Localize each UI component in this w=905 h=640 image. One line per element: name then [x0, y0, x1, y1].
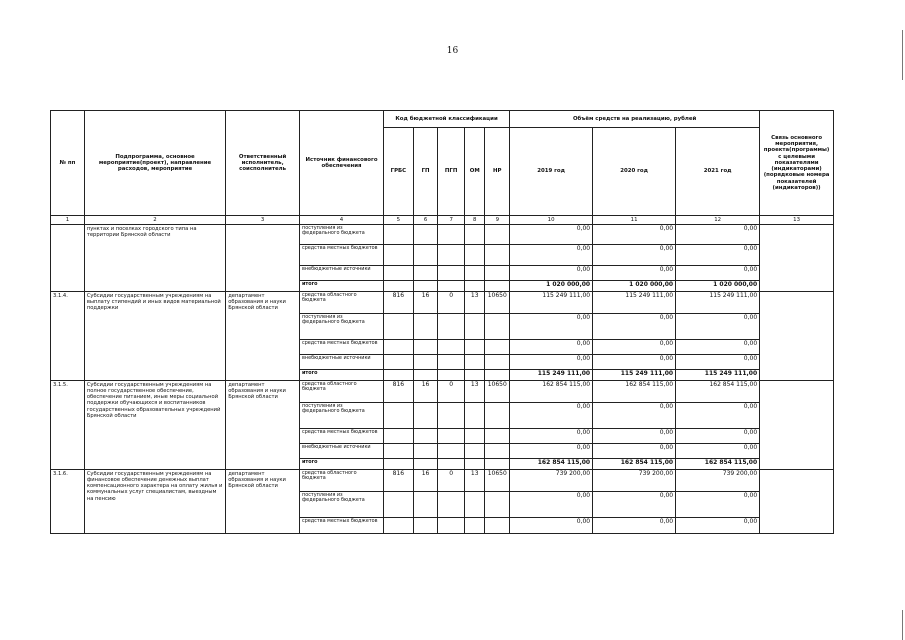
pgp-cell: [438, 444, 465, 459]
nr-cell: [485, 492, 510, 518]
pgp-cell: [438, 429, 465, 444]
header-no: № пп: [51, 111, 85, 216]
gp-cell: [413, 281, 438, 292]
gp-cell: [413, 245, 438, 266]
header-grbs: ГРБС: [384, 128, 414, 216]
pgp-cell: [438, 314, 465, 340]
funding-source-cell: средства местных бюджетов: [300, 245, 384, 266]
activity-name-cell: Субсидии государственным учреждениям на финансовое обеспечение денежных выплат компенсационного характера на оплату жилья и коммунальных услуг специалистам, выездным на пенсию: [84, 470, 225, 534]
nr-cell: [485, 245, 510, 266]
col-number: 13: [760, 216, 834, 225]
activity-name-cell: пунктах и поселках городского типа на территории Брянской области: [84, 225, 225, 292]
amount-2020-cell: 0,00: [593, 403, 676, 429]
nr-cell: [485, 403, 510, 429]
indicator-link-cell: [760, 470, 834, 534]
amount-2019-cell: 0,00: [510, 355, 593, 370]
indicator-link-cell: [760, 225, 834, 292]
funding-source-cell: итого: [300, 370, 384, 381]
pgp-cell: [438, 403, 465, 429]
om-cell: [464, 355, 484, 370]
funding-source-cell: средства местных бюджетов: [300, 340, 384, 355]
nr-cell: 10650: [485, 470, 510, 492]
om-cell: [464, 429, 484, 444]
header-year-2020: 2020 год: [593, 128, 676, 216]
funding-source-cell: поступления из федерального бюджета: [300, 492, 384, 518]
pgp-cell: 0: [438, 381, 465, 403]
header-indicator-link: Связь основного мероприятия, проекта(программы) с целевыми показателями (индикаторами) (порядковые номера показателей (индикаторов)): [760, 111, 834, 216]
amount-2019-cell: 739 200,00: [510, 470, 593, 492]
header-pgp: ПГП: [438, 128, 465, 216]
amount-2021-cell: 0,00: [676, 314, 760, 340]
funding-source-cell: поступления из федерального бюджета: [300, 314, 384, 340]
amount-2021-cell: 0,00: [676, 444, 760, 459]
header-kbk-group: Код бюджетной классификации: [384, 111, 510, 128]
col-number: 8: [464, 216, 484, 225]
amount-2020-cell: 162 854 115,00: [593, 459, 676, 470]
gp-cell: [413, 355, 438, 370]
grbs-cell: [384, 281, 414, 292]
om-cell: [464, 518, 484, 534]
nr-cell: [485, 370, 510, 381]
table-row: [51, 470, 834, 492]
scan-edge-mark: [902, 610, 903, 640]
grbs-cell: [384, 492, 414, 518]
amount-2019-cell: 0,00: [510, 492, 593, 518]
amount-2021-cell: 0,00: [676, 225, 760, 245]
grbs-cell: [384, 459, 414, 470]
table-row: [51, 381, 834, 403]
nr-cell: 10650: [485, 292, 510, 314]
om-cell: [464, 370, 484, 381]
grbs-cell: [384, 355, 414, 370]
gp-cell: 16: [413, 292, 438, 314]
pgp-cell: [438, 266, 465, 281]
nr-cell: [485, 225, 510, 245]
om-cell: [464, 403, 484, 429]
indicator-link-cell: [760, 292, 834, 381]
amount-2020-cell: 162 854 115,00: [593, 381, 676, 403]
pgp-cell: [438, 340, 465, 355]
funding-source-cell: внебюджетные источники: [300, 355, 384, 370]
amount-2019-cell: 1 020 000,00: [510, 281, 593, 292]
amount-2019-cell: 0,00: [510, 314, 593, 340]
table-header: [51, 111, 834, 225]
row-number-cell: [51, 225, 85, 292]
col-number: 10: [510, 216, 593, 225]
funding-source-cell: средства местных бюджетов: [300, 518, 384, 534]
amount-2020-cell: 115 249 111,00: [593, 370, 676, 381]
gp-cell: [413, 340, 438, 355]
amount-2021-cell: 162 854 115,00: [676, 381, 760, 403]
amount-2021-cell: 115 249 111,00: [676, 292, 760, 314]
amount-2019-cell: 0,00: [510, 518, 593, 534]
pgp-cell: [438, 459, 465, 470]
row-number-cell: 3.1.4.: [51, 292, 85, 381]
amount-2019-cell: 162 854 115,00: [510, 459, 593, 470]
amount-2021-cell: 0,00: [676, 403, 760, 429]
amount-2021-cell: 0,00: [676, 355, 760, 370]
table-body: [51, 225, 834, 534]
om-cell: [464, 492, 484, 518]
gp-cell: [413, 492, 438, 518]
nr-cell: [485, 444, 510, 459]
om-cell: [464, 225, 484, 245]
om-cell: 13: [464, 292, 484, 314]
amount-2020-cell: 0,00: [593, 518, 676, 534]
gp-cell: [413, 444, 438, 459]
nr-cell: [485, 314, 510, 340]
gp-cell: [413, 518, 438, 534]
amount-2019-cell: 0,00: [510, 429, 593, 444]
nr-cell: [485, 266, 510, 281]
nr-cell: 10650: [485, 381, 510, 403]
funding-source-cell: средства областного бюджета: [300, 381, 384, 403]
amount-2019-cell: 115 249 111,00: [510, 292, 593, 314]
row-number-cell: 3.1.5.: [51, 381, 85, 470]
amount-2019-cell: 0,00: [510, 245, 593, 266]
pgp-cell: [438, 355, 465, 370]
amount-2021-cell: 0,00: [676, 340, 760, 355]
amount-2020-cell: 0,00: [593, 492, 676, 518]
amount-2019-cell: 0,00: [510, 266, 593, 281]
amount-2020-cell: 0,00: [593, 340, 676, 355]
amount-2019-cell: 0,00: [510, 444, 593, 459]
pgp-cell: [438, 225, 465, 245]
scan-edge-mark: [902, 30, 903, 80]
amount-2019-cell: 0,00: [510, 340, 593, 355]
pgp-cell: [438, 370, 465, 381]
gp-cell: [413, 225, 438, 245]
col-number: 2: [84, 216, 225, 225]
amount-2019-cell: 162 854 115,00: [510, 381, 593, 403]
grbs-cell: [384, 266, 414, 281]
grbs-cell: 816: [384, 292, 414, 314]
amount-2021-cell: 115 249 111,00: [676, 370, 760, 381]
grbs-cell: 816: [384, 470, 414, 492]
amount-2021-cell: 0,00: [676, 266, 760, 281]
pgp-cell: [438, 492, 465, 518]
table-row: [51, 292, 834, 314]
om-cell: [464, 245, 484, 266]
header-year-2021: 2021 год: [676, 128, 760, 216]
om-cell: [464, 444, 484, 459]
amount-2020-cell: 0,00: [593, 266, 676, 281]
pgp-cell: [438, 281, 465, 292]
funding-source-cell: средства местных бюджетов: [300, 429, 384, 444]
grbs-cell: [384, 429, 414, 444]
indicator-link-cell: [760, 381, 834, 470]
header-executor: Ответственный исполнитель, соисполнитель: [226, 111, 300, 216]
col-number: 12: [676, 216, 760, 225]
amount-2020-cell: 739 200,00: [593, 470, 676, 492]
gp-cell: [413, 459, 438, 470]
header-gp: ГП: [413, 128, 438, 216]
pgp-cell: 0: [438, 470, 465, 492]
om-cell: [464, 314, 484, 340]
gp-cell: [413, 314, 438, 340]
amount-2019-cell: 115 249 111,00: [510, 370, 593, 381]
col-number: 9: [485, 216, 510, 225]
amount-2021-cell: 0,00: [676, 245, 760, 266]
pgp-cell: 0: [438, 292, 465, 314]
col-number: 3: [226, 216, 300, 225]
page-number: 16: [446, 46, 459, 56]
header-om: ОМ: [464, 128, 484, 216]
col-number: 7: [438, 216, 465, 225]
grbs-cell: 816: [384, 381, 414, 403]
executor-cell: [226, 225, 300, 292]
col-number: 5: [384, 216, 414, 225]
gp-cell: 16: [413, 470, 438, 492]
amount-2019-cell: 0,00: [510, 403, 593, 429]
amount-2020-cell: 0,00: [593, 245, 676, 266]
nr-cell: [485, 459, 510, 470]
funding-source-cell: средства областного бюджета: [300, 292, 384, 314]
funding-source-cell: поступления из федерального бюджета: [300, 225, 384, 245]
amount-2021-cell: 0,00: [676, 429, 760, 444]
amount-2020-cell: 0,00: [593, 225, 676, 245]
gp-cell: [413, 370, 438, 381]
header-source: Источник финансового обеспечения: [300, 111, 384, 216]
gp-cell: [413, 403, 438, 429]
col-number: 4: [300, 216, 384, 225]
funding-source-cell: поступления из федерального бюджета: [300, 403, 384, 429]
funding-source-cell: внебюджетные источники: [300, 444, 384, 459]
amount-2021-cell: 739 200,00: [676, 470, 760, 492]
funding-source-cell: итого: [300, 459, 384, 470]
header-year-2019: 2019 год: [510, 128, 593, 216]
grbs-cell: [384, 340, 414, 355]
header-volume-group: Объём средств на реализацию, рублей: [510, 111, 760, 128]
grbs-cell: [384, 403, 414, 429]
nr-cell: [485, 518, 510, 534]
pgp-cell: [438, 245, 465, 266]
nr-cell: [485, 281, 510, 292]
amount-2020-cell: 115 249 111,00: [593, 292, 676, 314]
header-name: Подпрограмма, основное мероприятие(проект), направление расходов, мероприятие: [84, 111, 225, 216]
amount-2020-cell: 0,00: [593, 355, 676, 370]
header-nr: НР: [485, 128, 510, 216]
funding-source-cell: внебюджетные источники: [300, 266, 384, 281]
col-number: 11: [593, 216, 676, 225]
om-cell: [464, 281, 484, 292]
executor-cell: департамент образования и науки Брянской области: [226, 292, 300, 381]
col-number: 1: [51, 216, 85, 225]
amount-2020-cell: 0,00: [593, 429, 676, 444]
gp-cell: [413, 266, 438, 281]
grbs-cell: [384, 370, 414, 381]
amount-2020-cell: 0,00: [593, 314, 676, 340]
budget-table: [50, 110, 834, 534]
om-cell: [464, 266, 484, 281]
amount-2021-cell: 162 854 115,00: [676, 459, 760, 470]
activity-name-cell: Субсидии государственным учреждениям на полное государственное обеспечение, обеспечение питанием, иные меры социальной поддержки обучающихся и воспитанников государственных образовательных учреждений Брянской области: [84, 381, 225, 470]
grbs-cell: [384, 314, 414, 340]
amount-2020-cell: 1 020 000,00: [593, 281, 676, 292]
funding-source-cell: средства областного бюджета: [300, 470, 384, 492]
column-number-row: [51, 216, 834, 225]
pgp-cell: [438, 518, 465, 534]
funding-source-cell: итого: [300, 281, 384, 292]
nr-cell: [485, 355, 510, 370]
amount-2020-cell: 0,00: [593, 444, 676, 459]
col-number: 6: [413, 216, 438, 225]
nr-cell: [485, 340, 510, 355]
amount-2021-cell: 0,00: [676, 518, 760, 534]
executor-cell: департамент образования и науки Брянской области: [226, 381, 300, 470]
om-cell: [464, 340, 484, 355]
gp-cell: [413, 429, 438, 444]
amount-2021-cell: 0,00: [676, 492, 760, 518]
table-row: [51, 225, 834, 245]
row-number-cell: 3.1.6.: [51, 470, 85, 534]
om-cell: [464, 459, 484, 470]
grbs-cell: [384, 518, 414, 534]
executor-cell: департамент образования и науки Брянской области: [226, 470, 300, 534]
grbs-cell: [384, 444, 414, 459]
gp-cell: 16: [413, 381, 438, 403]
nr-cell: [485, 429, 510, 444]
amount-2019-cell: 0,00: [510, 225, 593, 245]
amount-2021-cell: 1 020 000,00: [676, 281, 760, 292]
grbs-cell: [384, 225, 414, 245]
activity-name-cell: Субсидии государственным учреждениям на выплату стипендий и иных видов материальной поддержки: [84, 292, 225, 381]
om-cell: 13: [464, 470, 484, 492]
grbs-cell: [384, 245, 414, 266]
om-cell: 13: [464, 381, 484, 403]
